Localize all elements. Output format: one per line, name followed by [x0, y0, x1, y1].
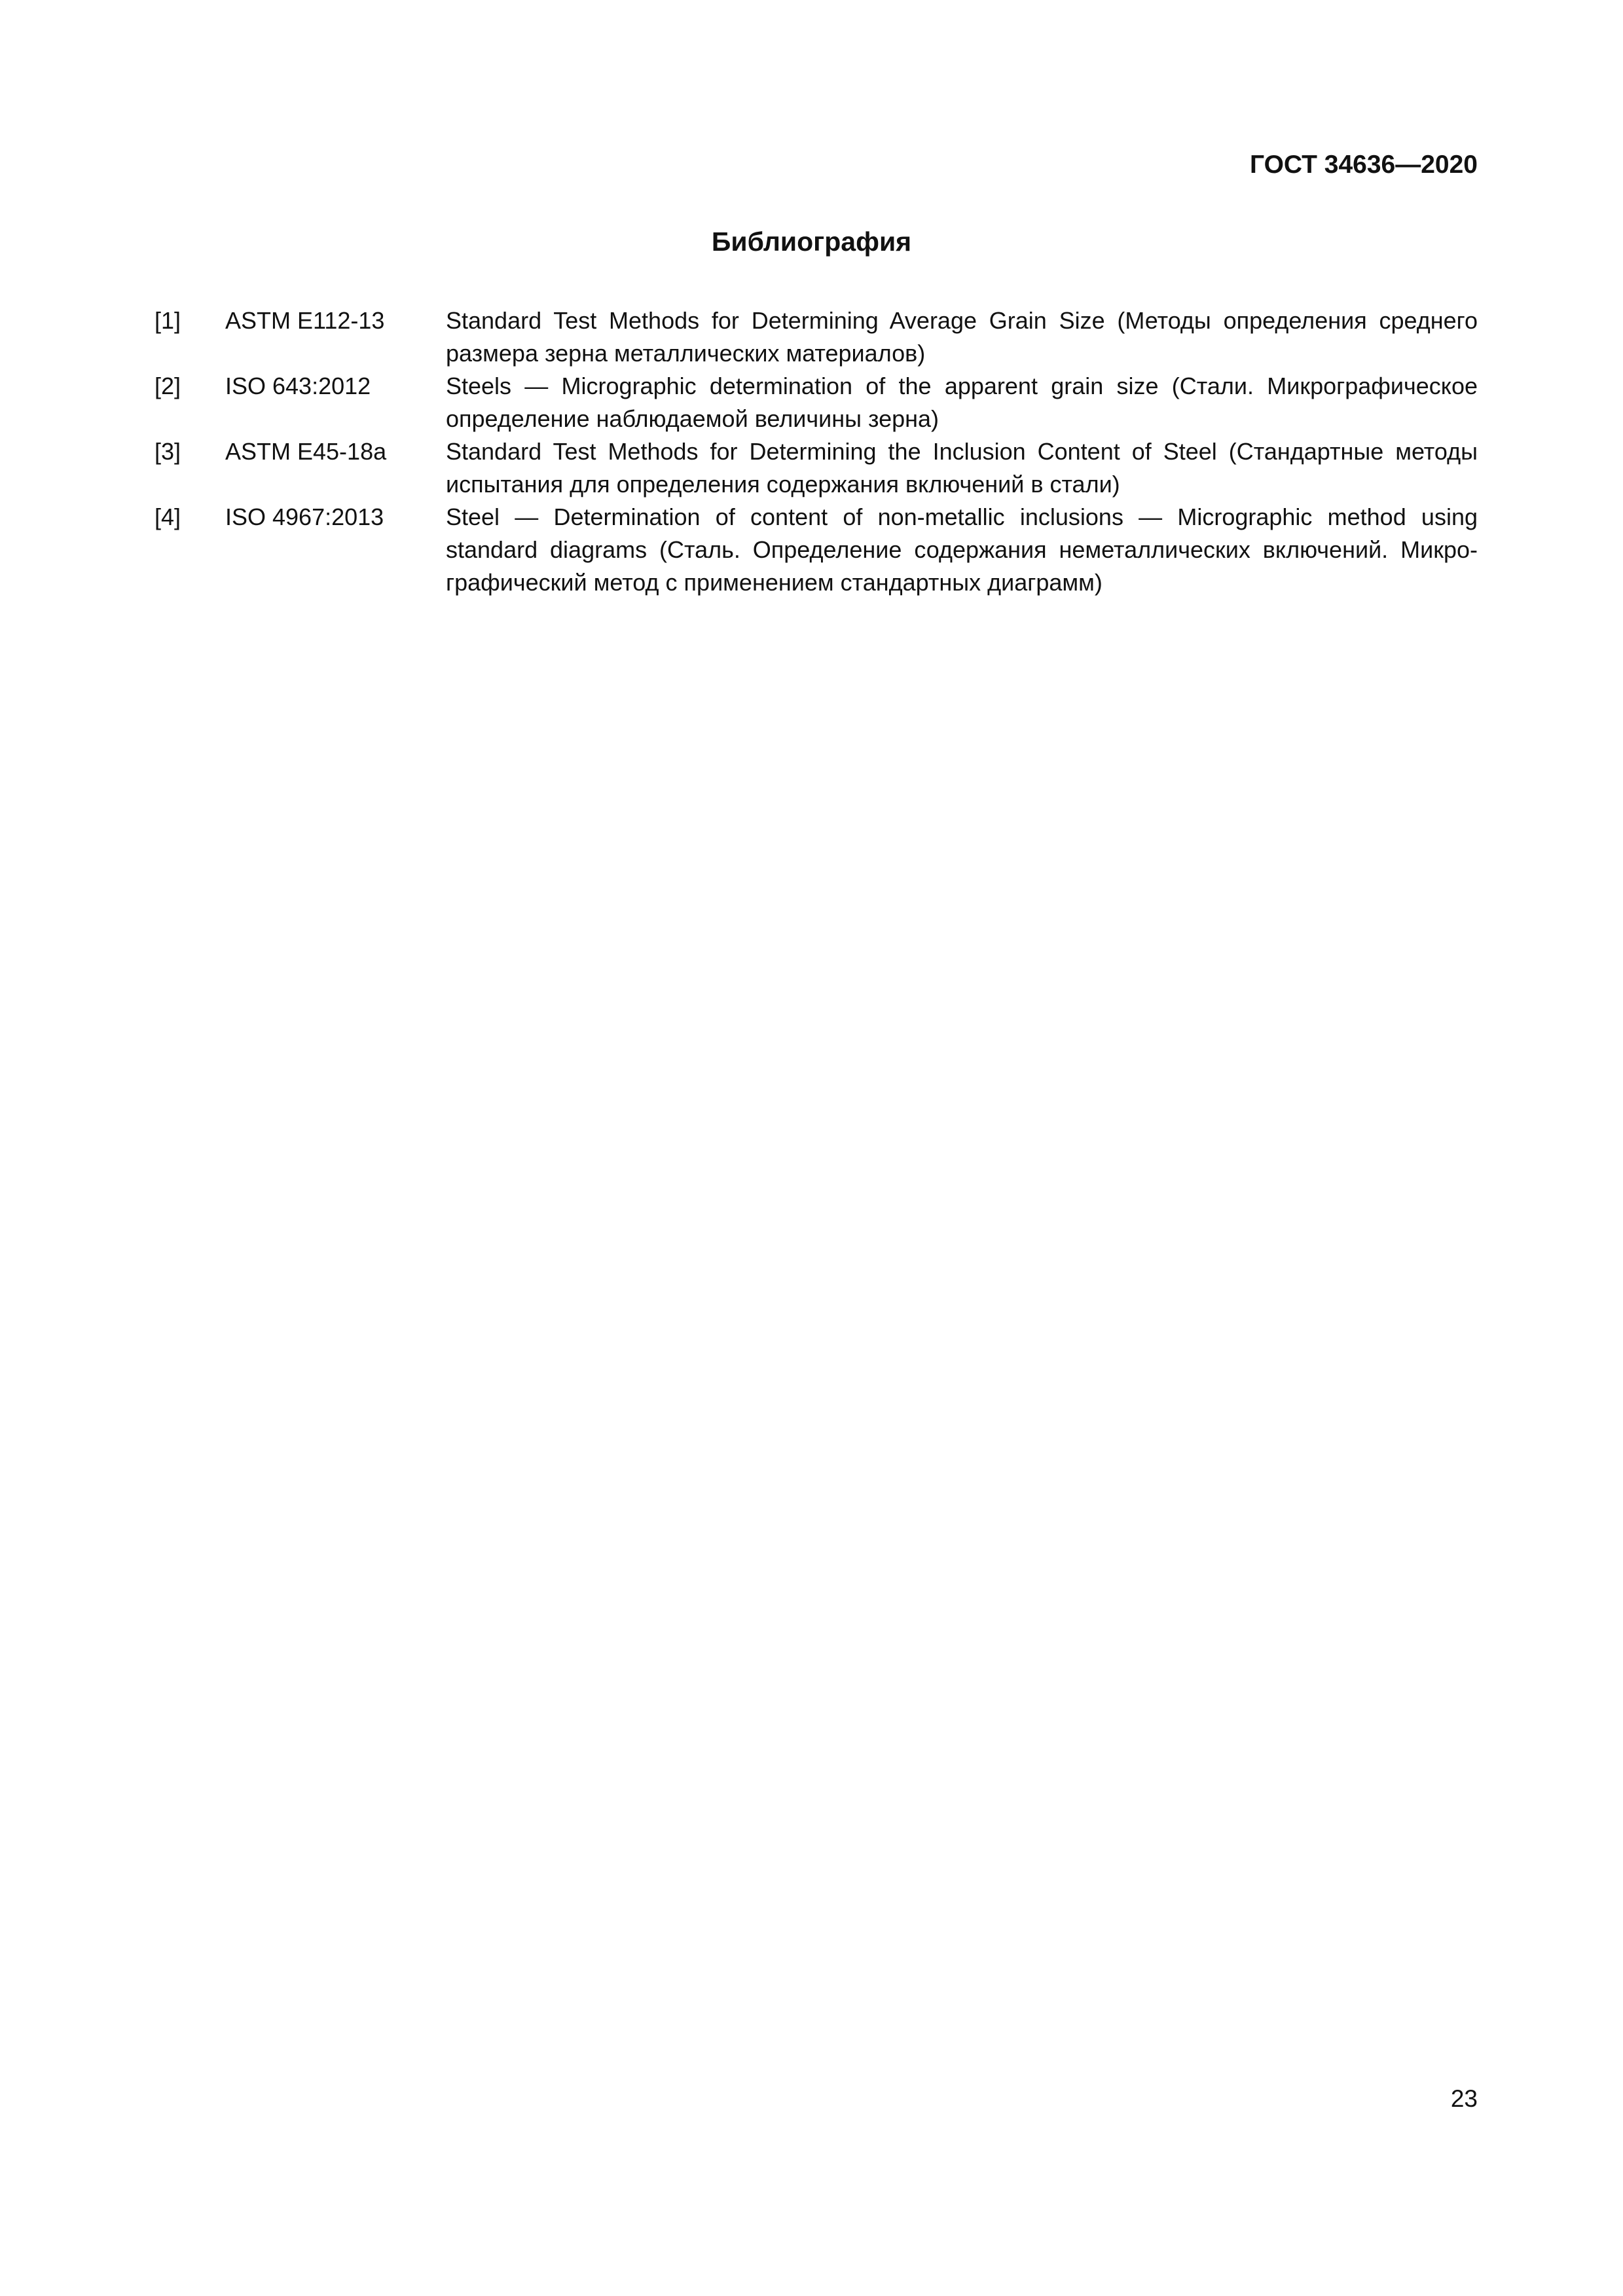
bibliography-entry [155, 304, 1478, 370]
section-title: Библиография [711, 227, 912, 257]
bibliography-entry [155, 435, 1478, 501]
entry-number: [4] [155, 503, 181, 530]
entry-title: Standard Test Methods for Determining Average Grain Size (Методы определения среднего размера зерна металлических материалов) [446, 307, 1478, 367]
entry-number: [1] [155, 307, 181, 334]
bibliography-list [155, 304, 1478, 599]
document-code: ГОСТ 34636—2020 [1250, 151, 1478, 179]
bibliography-entry [155, 370, 1478, 435]
entry-number: [3] [155, 438, 181, 465]
entry-title: Standard Test Methods for Determining the Inclusion Content of Steel (Стандартные методы испытания для определения содержания включений в стали) [446, 438, 1478, 498]
entry-number: [2] [155, 373, 181, 399]
page-number: 23 [1450, 2085, 1478, 2112]
entry-title: Steel — Determination of content of non-metallic inclusions — Micrographic method using standard diagrams (Сталь. Определение содержания неметаллических включений. Микрографический метод с применением стандартных диаграмм) [446, 503, 1478, 596]
entry-title: Steels — Micrographic determination of the apparent grain size (Стали. Микрографическое определение наблюдаемой величины зерна) [446, 373, 1478, 432]
entry-standard-code: ISO 4967:2013 [225, 503, 384, 530]
entry-standard-code: ISO 643:2012 [225, 373, 371, 399]
entry-standard-code: ASTM E45-18a [225, 438, 387, 465]
entry-standard-code: ASTM E112-13 [225, 307, 385, 334]
bibliography-entry [155, 501, 1478, 599]
